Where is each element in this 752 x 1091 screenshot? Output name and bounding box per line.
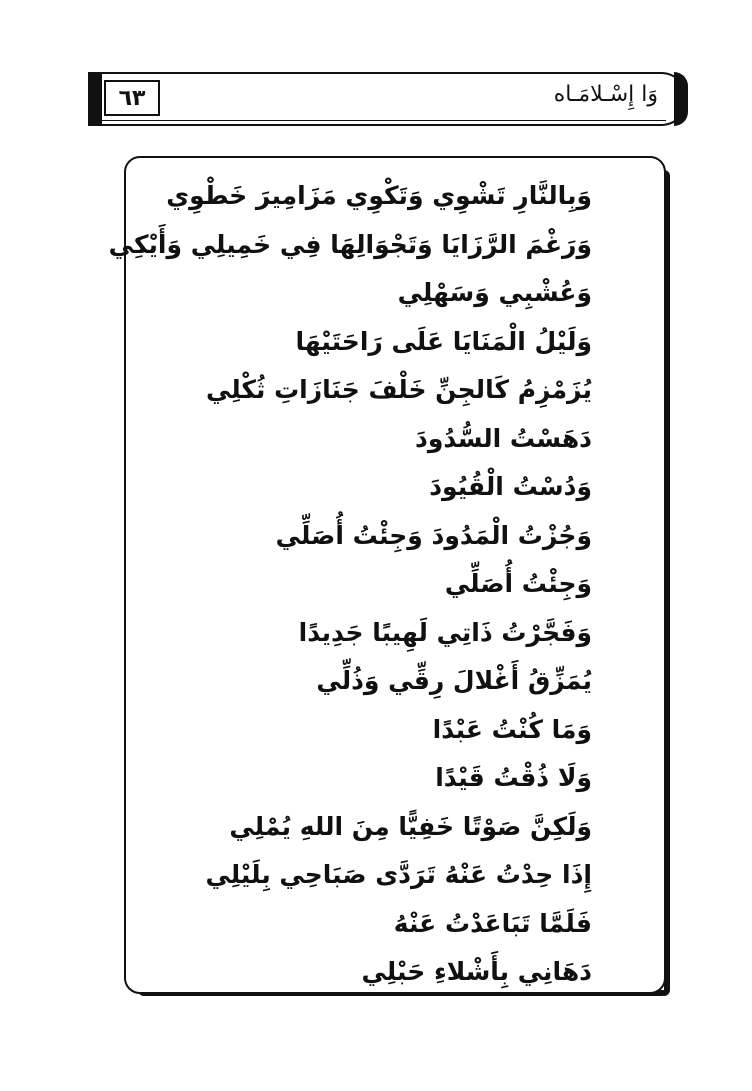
header-right-cap [674,72,688,126]
verse-line: فَلَمَّا تَبَاعَدْتُ عَنْهُ [393,908,592,938]
page-header [88,72,688,126]
verse-line: وَفَجَّرْتُ ذَاتِي لَهِيبًا جَدِيدًا [298,617,592,647]
verse-line: دَهَسْتُ السُّدُودَ [415,423,592,453]
verse-line: وَعُشْبِي وَسَهْلِي [397,278,592,307]
verse-line: وَبِالنَّارِ تَشْوِي وَتَكْوِي مَزَامِيرَ خَطْوِي [166,181,592,210]
verse-line: وَرَغْمَ الرَّزَايَا وَتَجْوَالِهَا فِي خَمِيلِي وَأَيْكِي [108,229,592,259]
verse-line: وَلَيْلُ الْمَنَايَا عَلَى رَاحَتَيْهَا [295,326,592,356]
verse-line: وَدُسْتُ الْقُيُودَ [429,472,592,501]
verse-line: يُمَزِّقُ أَغْلالَ رِقِّي وَذُلِّي [316,666,592,695]
verse-line: وَلَا ذُقْتُ قَيْدًا [435,763,592,792]
running-title: وَا إِسْـلامَـاه [553,82,658,107]
verse-line: دَهَانِي بِأَشْلاءِ حَبْلِي [361,957,592,986]
verse-line: وَجُزْتُ الْمَدُودَ وَجِئْتُ أُصَلِّي [275,520,592,550]
verse-line: وَجِئْتُ أُصَلِّي [444,569,592,598]
verse-line: إِذَا حِدْتُ عَنْهُ تَرَدَّى صَبَاحِي بِلَيْلِي [205,860,592,889]
verse-line: يُزَمْزِمُ كَالجِنِّ خَلْفَ جَنَازَاتِ ثُكْلِي [205,375,592,404]
page-number: ٦٣ [104,80,160,116]
poem-body [108,172,640,997]
verse-line: وَلَكِنَّ صَوْتًا خَفِيًّا مِنَ اللهِ يُمْلِي [229,811,592,841]
verse-line: وَمَا كُنْتُ عَبْدًا [432,714,592,744]
header-rule [88,120,666,121]
header-left-cap [88,72,102,126]
